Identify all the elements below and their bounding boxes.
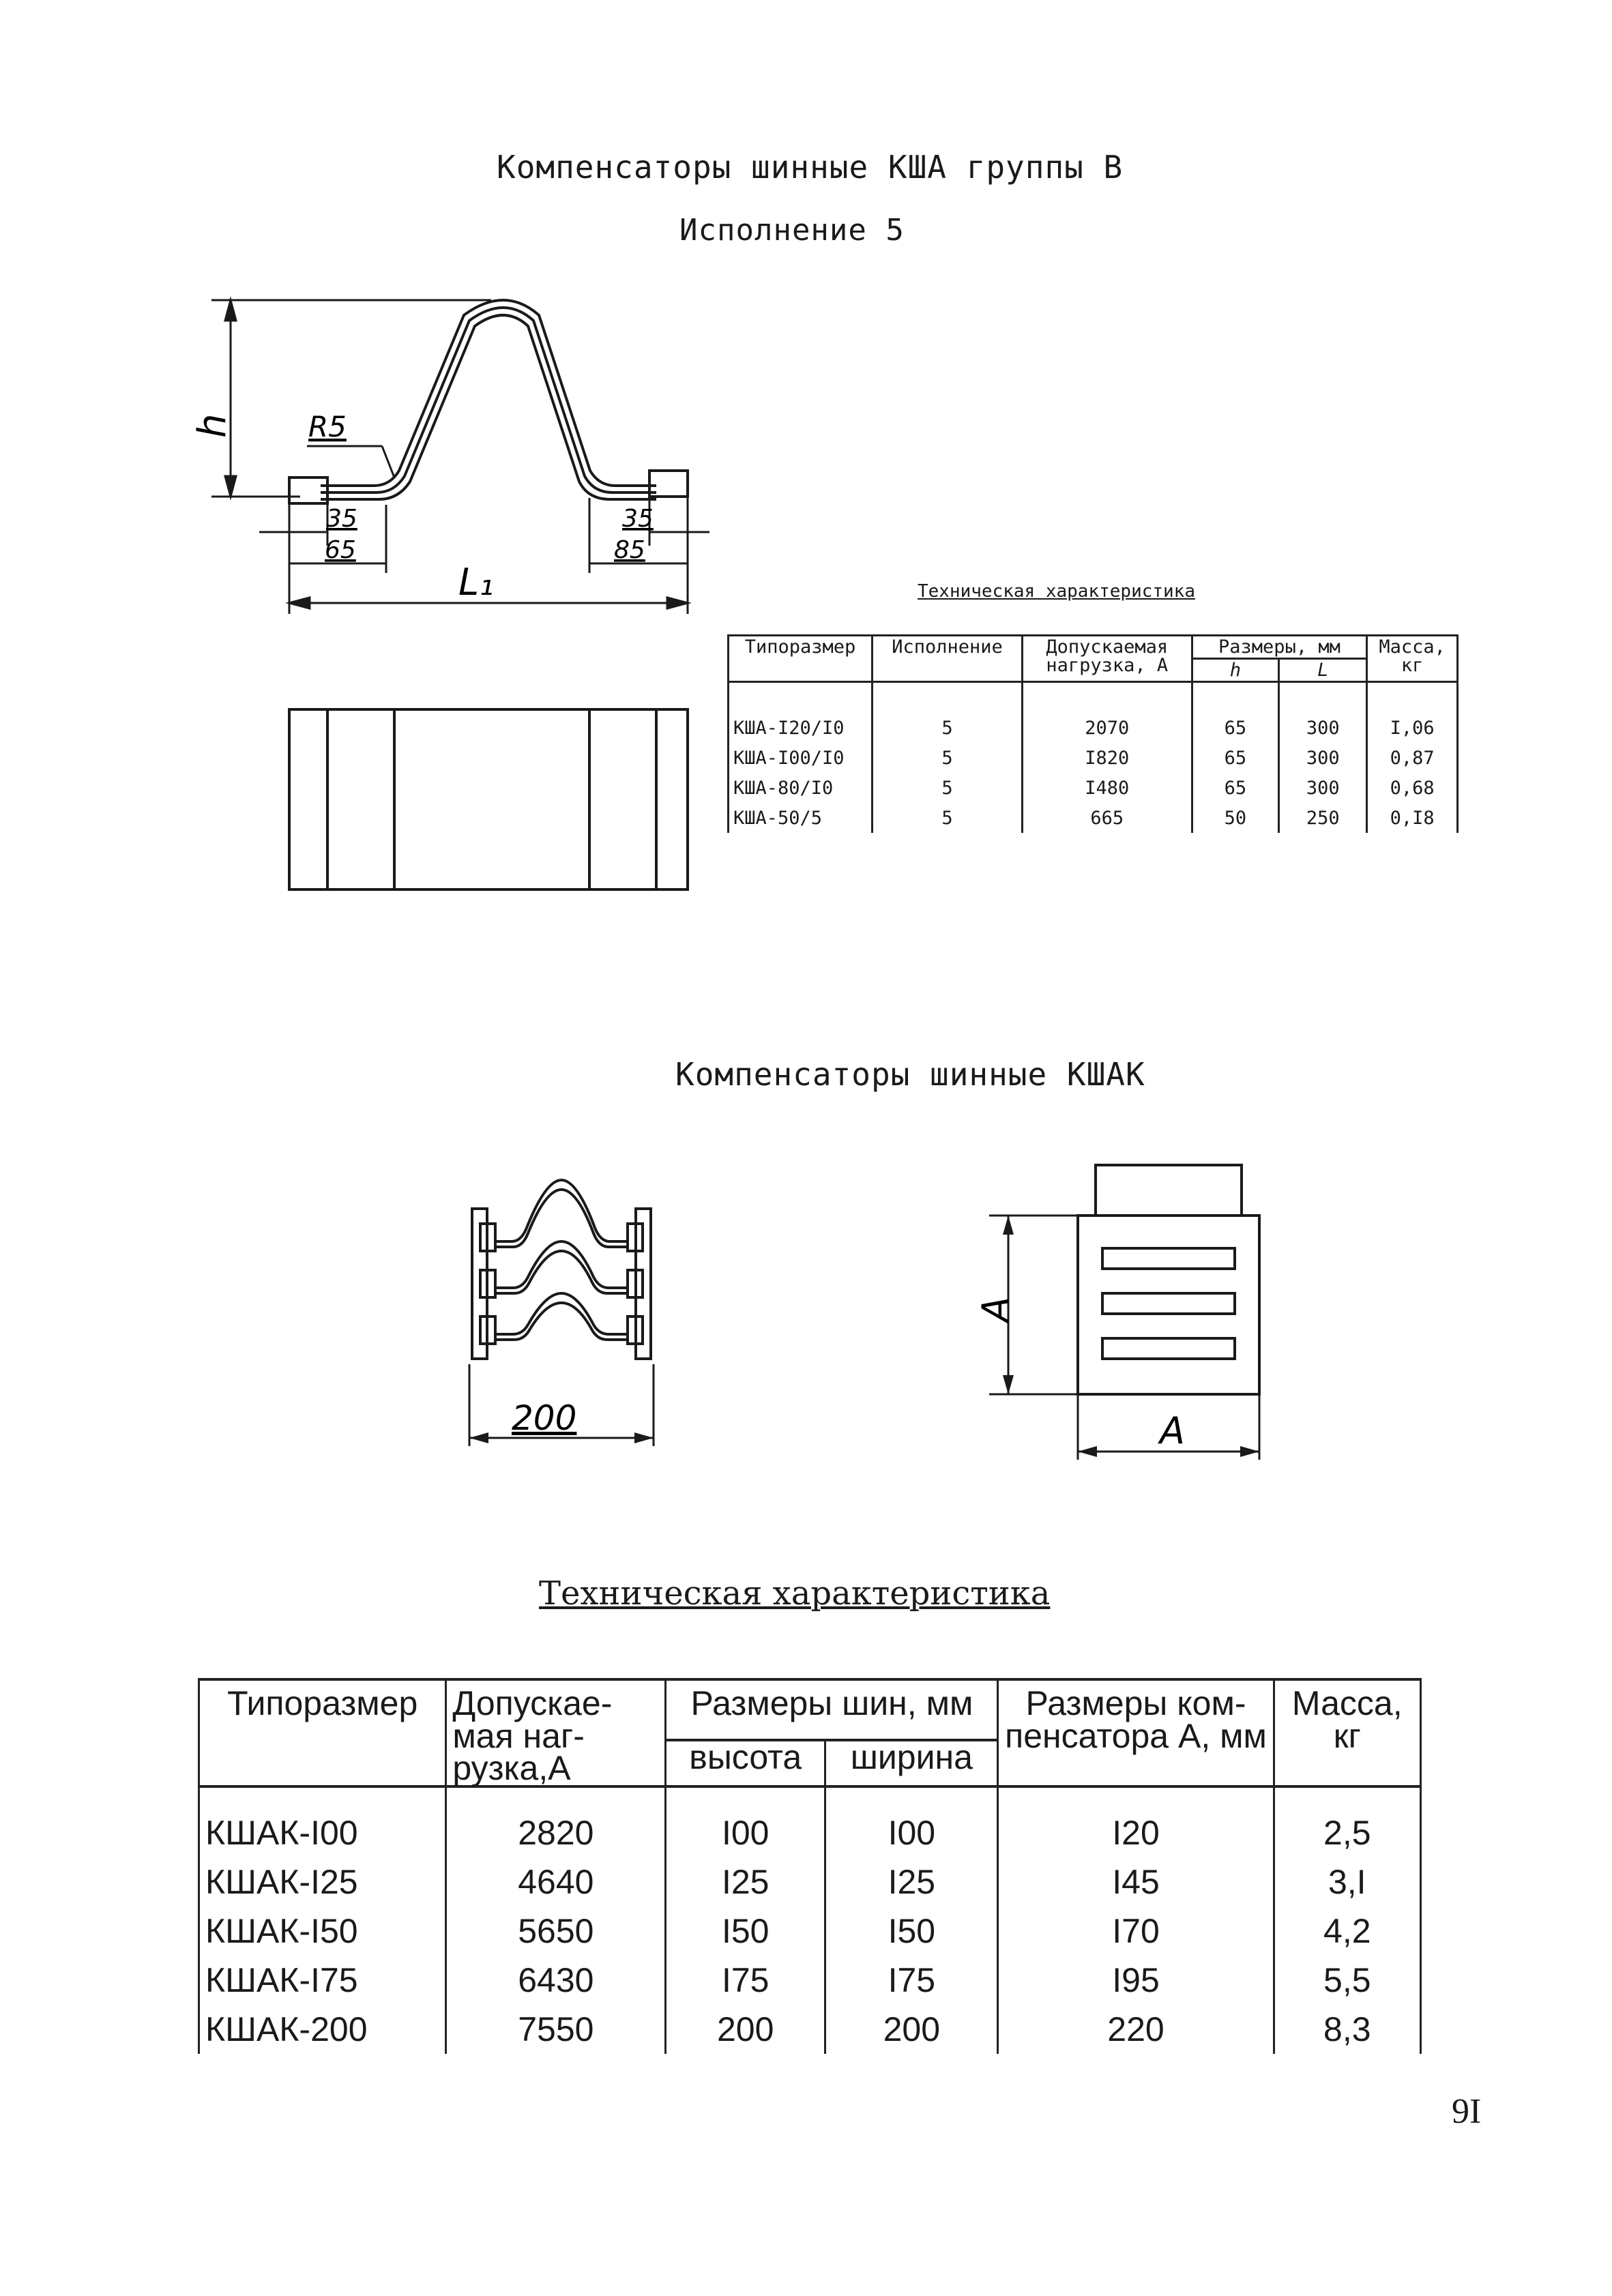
table-row bbox=[729, 773, 1458, 803]
lamination-inner bbox=[321, 315, 656, 499]
table-row bbox=[729, 743, 1458, 773]
t1-header-dims: Размеры, мм bbox=[1192, 636, 1367, 659]
section1-subtitle: Исполнение 5 bbox=[679, 213, 905, 248]
table-row bbox=[199, 1857, 1421, 1907]
t1-cell-l: 300 bbox=[1279, 773, 1367, 803]
t2-cell-comp: I70 bbox=[998, 1907, 1274, 1956]
t2-cell-mass: 3,I bbox=[1274, 1857, 1420, 1907]
t2-cell-load: 5650 bbox=[446, 1907, 666, 1956]
dim-65-label: 65 bbox=[325, 536, 356, 564]
t1-cell-h: 65 bbox=[1192, 743, 1279, 773]
t2-cell-comp: I20 bbox=[998, 1786, 1274, 1857]
t2-cell-width: I50 bbox=[825, 1907, 998, 1956]
t2-cell-type: КШАК-I50 bbox=[199, 1907, 446, 1956]
t1-header-load: Допускаемая нагрузка, А bbox=[1023, 636, 1192, 682]
t2-cell-type: КШАК-I00 bbox=[199, 1786, 446, 1857]
t2-cell-mass: 8,3 bbox=[1274, 2005, 1420, 2054]
t1-cell-type: КША-I00/I0 bbox=[729, 743, 873, 773]
t2-cell-width: I25 bbox=[825, 1857, 998, 1907]
t1-cell-h: 65 bbox=[1192, 773, 1279, 803]
section1-title: Компенсаторы шинные КША группы В bbox=[497, 149, 1124, 186]
t2-cell-width: 200 bbox=[825, 2005, 998, 2054]
t1-cell-l: 250 bbox=[1279, 803, 1367, 833]
section2-title: Компенсаторы шинные КШАК bbox=[675, 1056, 1145, 1093]
t1-cell-load: I480 bbox=[1023, 773, 1192, 803]
t2-cell-comp: I45 bbox=[998, 1857, 1274, 1907]
t2-header-mass: Масса, кг bbox=[1274, 1679, 1420, 1786]
t1-cell-load: 2070 bbox=[1023, 713, 1192, 743]
table2 bbox=[198, 1678, 1422, 2054]
dim-85-label: 85 bbox=[614, 536, 645, 564]
dim-r5-label: R5 bbox=[308, 410, 347, 443]
t2-cell-comp: I95 bbox=[998, 1956, 1274, 2005]
t1-header-h: h bbox=[1192, 659, 1279, 682]
t1-header-mass: Масса, кг bbox=[1367, 636, 1458, 682]
dim-35-right-label: 35 bbox=[622, 505, 654, 533]
t2-cell-type: КШАК-I25 bbox=[199, 1857, 446, 1907]
t2-cell-height: I00 bbox=[666, 1786, 825, 1857]
ksha-top-view bbox=[289, 709, 688, 889]
t1-cell-load: I820 bbox=[1023, 743, 1192, 773]
t2-cell-type: КШАК-I75 bbox=[199, 1956, 446, 2005]
kshak-drawing bbox=[437, 1160, 1283, 1473]
dim-200-label: 200 bbox=[512, 1398, 577, 1438]
t1-cell-variant: 5 bbox=[873, 743, 1023, 773]
table-row bbox=[199, 1907, 1421, 1956]
t1-cell-mass: 0,68 bbox=[1367, 773, 1458, 803]
t2-cell-load: 2820 bbox=[446, 1786, 666, 1857]
table-row bbox=[199, 2005, 1421, 2054]
t2-cell-height: 200 bbox=[666, 2005, 825, 2054]
t1-header-l: L bbox=[1279, 659, 1367, 682]
t1-cell-variant: 5 bbox=[873, 803, 1023, 833]
t2-cell-height: I50 bbox=[666, 1907, 825, 1956]
t1-cell-h: 65 bbox=[1192, 713, 1279, 743]
t2-cell-mass: 2,5 bbox=[1274, 1786, 1420, 1857]
t2-header-height: высота bbox=[666, 1740, 825, 1786]
t1-header-type: Типоразмер bbox=[729, 636, 873, 682]
t1-cell-mass: I,06 bbox=[1367, 713, 1458, 743]
t1-cell-l: 300 bbox=[1279, 713, 1367, 743]
dim-a-vertical-label: A bbox=[974, 1297, 1017, 1322]
t1-cell-l: 300 bbox=[1279, 743, 1367, 773]
page-number: 9I bbox=[1452, 2092, 1482, 2131]
t1-cell-type: КША-80/I0 bbox=[729, 773, 873, 803]
dim-l1-label: L₁ bbox=[458, 561, 494, 604]
table-row bbox=[729, 803, 1458, 833]
t2-cell-type: КШАК-200 bbox=[199, 2005, 446, 2054]
t1-cell-h: 50 bbox=[1192, 803, 1279, 833]
t1-cell-mass: 0,87 bbox=[1367, 743, 1458, 773]
table-row bbox=[199, 1786, 1421, 1857]
t2-cell-height: I25 bbox=[666, 1857, 825, 1907]
dim-a-horizontal-label: A bbox=[1160, 1409, 1185, 1452]
dim-35-left-label: 35 bbox=[326, 505, 357, 533]
ksha-profile-drawing bbox=[0, 0, 764, 914]
t1-cell-type: КША-50/5 bbox=[729, 803, 873, 833]
dim-h-label: h bbox=[190, 413, 235, 438]
t2-cell-load: 4640 bbox=[446, 1857, 666, 1907]
t1-header-variant: Исполнение bbox=[873, 636, 1023, 682]
t1-cell-load: 665 bbox=[1023, 803, 1192, 833]
t2-header-width: ширина bbox=[825, 1740, 998, 1786]
t2-cell-width: I75 bbox=[825, 1956, 998, 2005]
t2-header-type: Типоразмер bbox=[199, 1679, 446, 1786]
t1-cell-type: КША-I20/I0 bbox=[729, 713, 873, 743]
t2-cell-mass: 5,5 bbox=[1274, 1956, 1420, 2005]
lamination-middle bbox=[321, 308, 656, 492]
table1-caption: Техническая характеристика bbox=[918, 581, 1195, 602]
t1-cell-variant: 5 bbox=[873, 713, 1023, 743]
t2-cell-height: I75 bbox=[666, 1956, 825, 2005]
t2-header-load: Допускае-мая наг-рузка,А bbox=[446, 1679, 666, 1786]
lamination-outer bbox=[321, 300, 656, 486]
t2-cell-mass: 4,2 bbox=[1274, 1907, 1420, 1956]
table-row bbox=[729, 713, 1458, 743]
t2-header-bus-dims: Размеры шин, мм bbox=[666, 1679, 998, 1740]
t2-cell-comp: 220 bbox=[998, 2005, 1274, 2054]
t2-cell-load: 6430 bbox=[446, 1956, 666, 2005]
t2-header-comp-dims: Размеры ком-пенсатора А, мм bbox=[998, 1679, 1274, 1786]
table2-caption: Техническая характеристика bbox=[539, 1574, 1051, 1613]
t1-cell-variant: 5 bbox=[873, 773, 1023, 803]
t1-cell-mass: 0,I8 bbox=[1367, 803, 1458, 833]
table-row bbox=[199, 1956, 1421, 2005]
t2-cell-load: 7550 bbox=[446, 2005, 666, 2054]
t2-cell-width: I00 bbox=[825, 1786, 998, 1857]
table1 bbox=[727, 634, 1459, 833]
